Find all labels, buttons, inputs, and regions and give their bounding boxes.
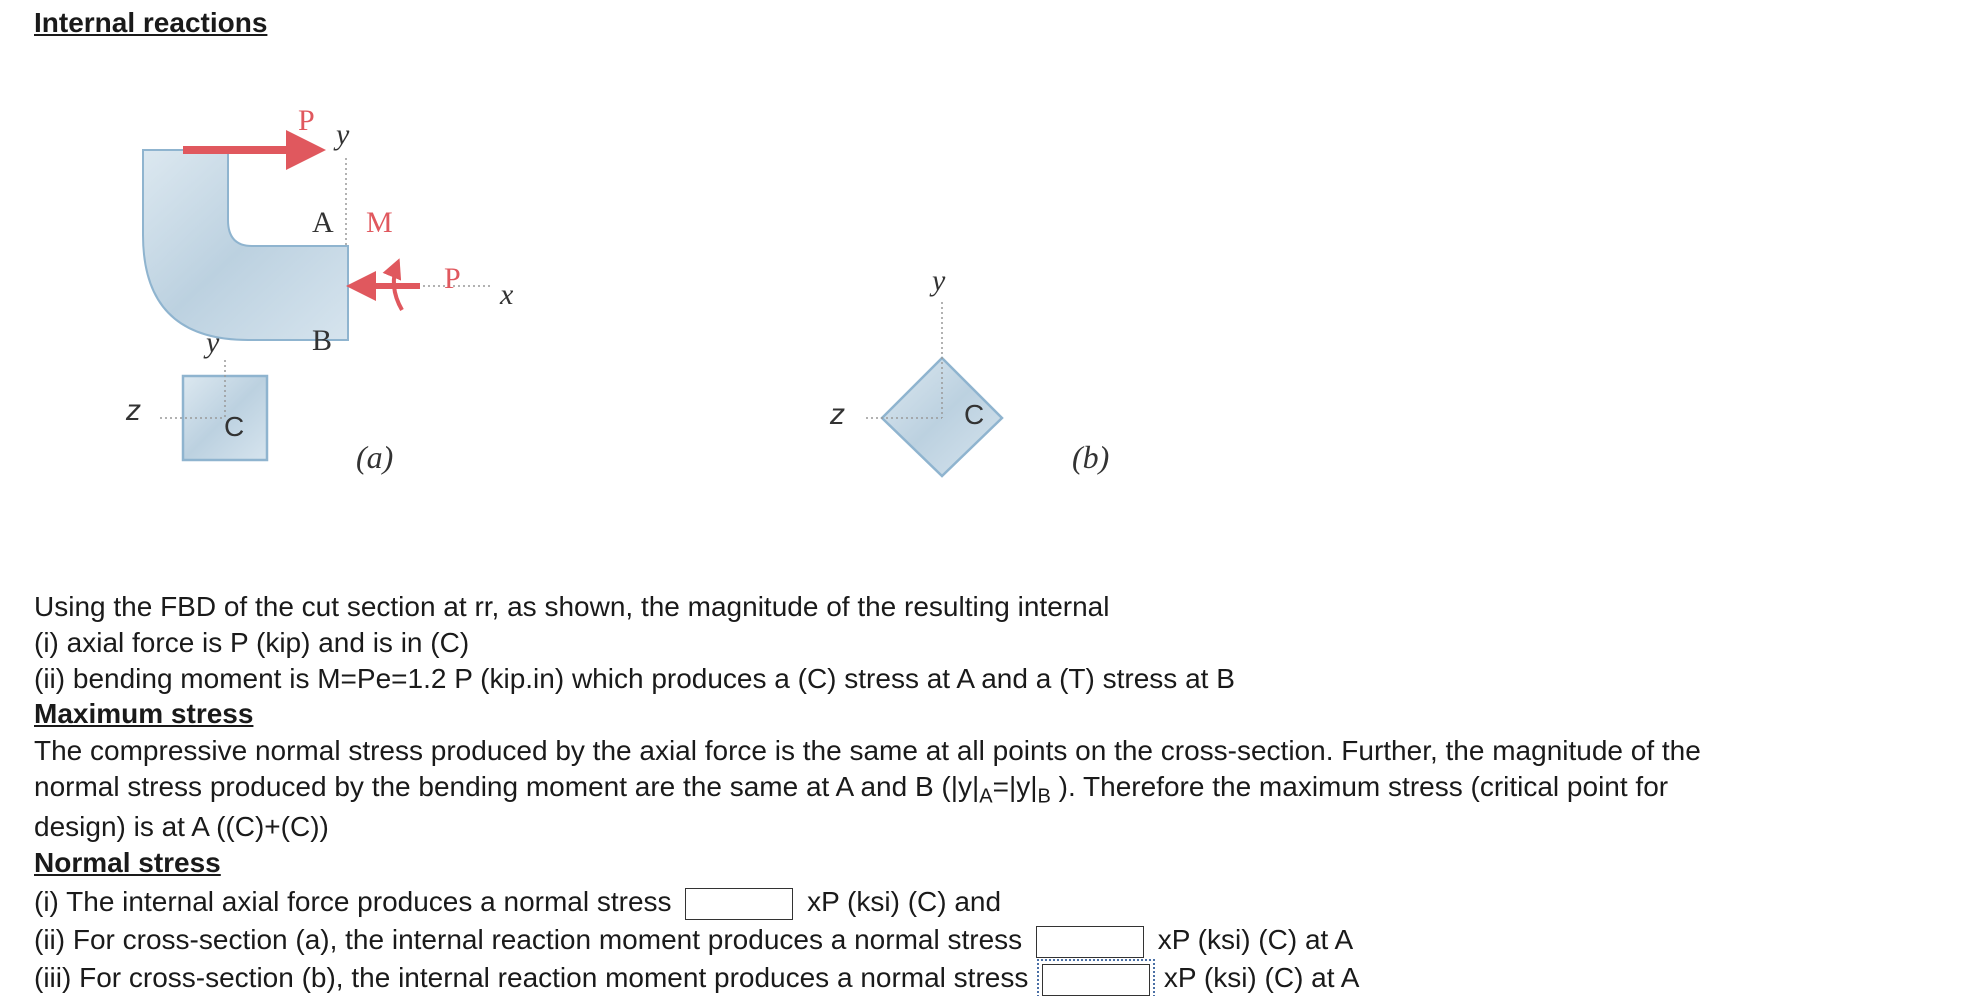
label-c-b: C [964,399,985,430]
page-title: Internal reactions [34,7,268,38]
label-y-section: y [206,326,220,359]
label-x: x [500,278,514,311]
question-1 [34,885,1001,920]
label-c-a: C [224,411,245,442]
intro-line-1: Using the FBD of the cut section at rr, as shown, the magnitude of the resulting internal [34,591,1110,622]
caption-b: (b) [1072,439,1110,475]
max-stress-line-2c: ). Therefore the maximum stress (critical point for [1050,771,1669,802]
answer-input-1[interactable] [685,888,793,920]
question-2-unit: xP (ksi) (C) at A [1157,924,1354,955]
caption-a: (a) [356,439,394,475]
intro-line-3: (ii) bending moment is M=Pe=1.2 P (kip.in) which produces a (C) stress at A and a (T) stress at B [34,663,1235,694]
curved-member [143,150,348,340]
label-y-b: y [932,264,946,297]
label-y-top: y [336,118,350,151]
question-1-unit: xP (ksi) (C) and [807,886,1002,917]
label-p-side: P [444,262,461,295]
max-stress-line-2 [34,770,1668,814]
question-3 [34,961,1359,996]
subscript-a: A [979,785,993,808]
label-a: A [312,206,334,239]
label-p-top: P [298,104,315,137]
question-1-text: (i) The internal axial force produces a normal stress [34,886,672,917]
answer-input-2[interactable] [1036,926,1144,958]
max-stress-line-2a: normal stress produced by the bending moment are the same at A and B (|y| [34,771,980,802]
label-m: M [366,206,393,239]
question-2-text: (ii) For cross-section (a), the internal reaction moment produces a normal stress [34,924,1023,955]
question-2 [34,923,1353,958]
question-3-unit: xP (ksi) (C) at A [1163,962,1360,993]
max-stress-line-1: The compressive normal stress produced by the axial force is the same at all points on the cross-section. Further, the magnitude of the [34,735,1701,766]
label-z-a: z [126,394,141,427]
label-b: B [312,324,333,357]
answer-input-3[interactable] [1042,964,1150,996]
subscript-b: B [1037,785,1051,808]
question-3-text: (iii) For cross-section (b), the internal reaction moment produces a normal stress [34,962,1029,993]
label-z-b: z [830,398,845,431]
max-stress-heading: Maximum stress [34,698,254,729]
normal-stress-heading: Normal stress [34,847,221,878]
max-stress-line-2b: =|y| [992,771,1038,802]
intro-line-2: (i) axial force is P (kip) and is in (C) [34,627,470,658]
max-stress-line-3: design) is at A ((C)+(C)) [34,811,329,842]
